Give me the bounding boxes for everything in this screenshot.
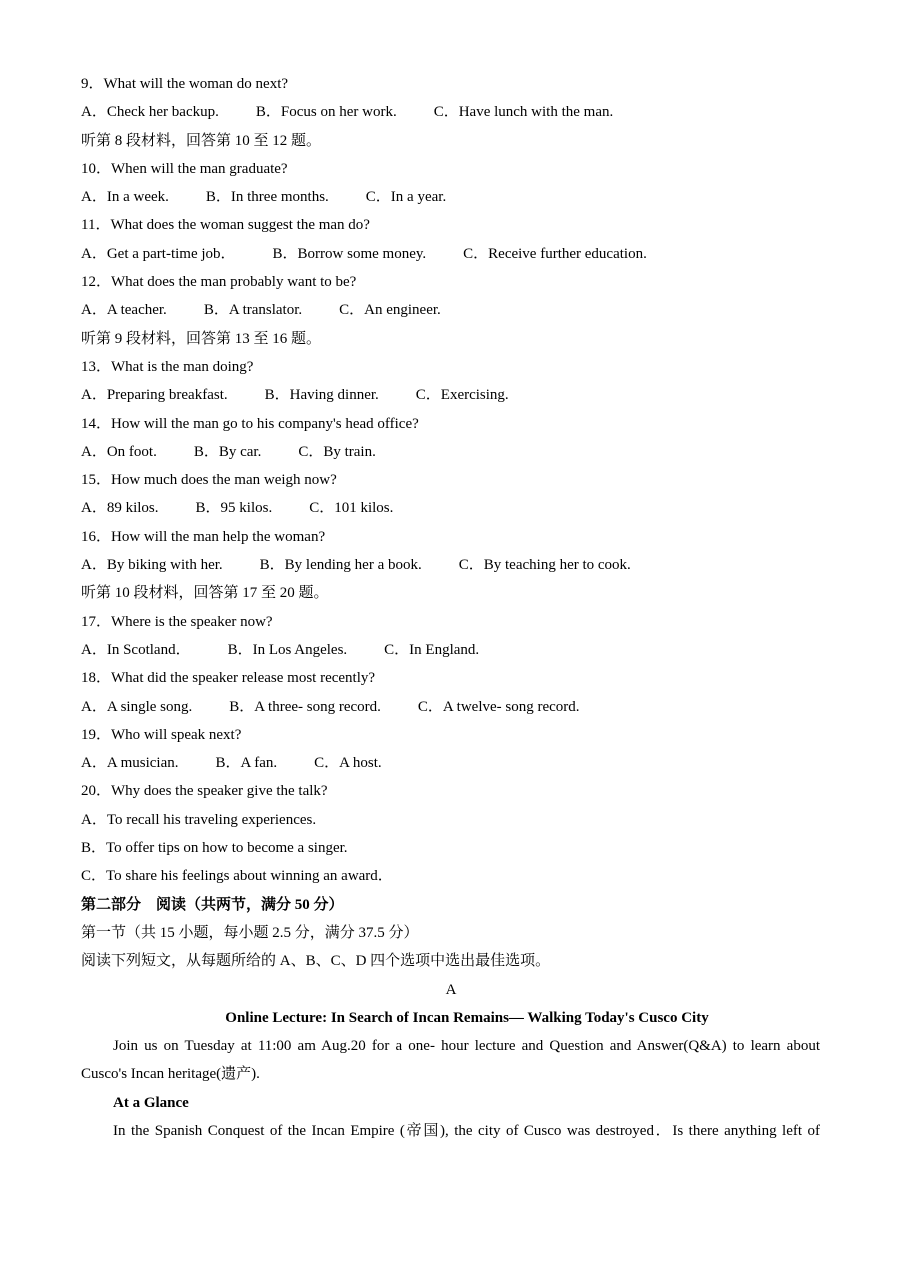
question-14-option-c: C．By train. xyxy=(298,443,376,460)
question-16-options xyxy=(81,551,821,579)
question-13-option-b: B．Having dinner. xyxy=(264,387,379,404)
passage-intro-line-1: Join us on Tuesday at 11:00 am Aug.20 for a one- hour lecture and Question and Answer(Q&A) to learn about xyxy=(113,1038,820,1055)
question-15-option-a: A．89 kilos. xyxy=(81,500,159,517)
passage-title: Online Lecture: In Search of Incan Remains— Walking Today's Cusco City xyxy=(225,1009,709,1026)
question-11-option-a: A．Get a part-time job． xyxy=(81,245,236,262)
question-12-stem: 12．What does the man probably want to be? xyxy=(81,274,357,291)
question-20-option-a: A．To recall his traveling experiences. xyxy=(81,811,317,828)
question-12-option-c: C．An engineer. xyxy=(339,302,441,319)
question-19-stem: 19．Who will speak next? xyxy=(81,726,242,743)
question-19-option-a: A．A musician. xyxy=(81,755,179,772)
question-12-option-a: A．A teacher. xyxy=(81,302,167,319)
question-13-options xyxy=(81,381,821,409)
question-15-option-c: C．101 kilos. xyxy=(309,500,394,517)
question-9-option-a: A．Check her backup. xyxy=(81,104,219,121)
question-9-option-b: B．Focus on her work. xyxy=(255,104,397,121)
question-17-stem: 17．Where is the speaker now? xyxy=(81,613,273,630)
question-12-option-b: B．A translator. xyxy=(203,302,303,319)
question-18-stem: 18．What did the speaker release most recently? xyxy=(81,670,376,687)
question-17-option-c: C．In England. xyxy=(384,641,480,658)
question-18-options xyxy=(81,693,821,721)
question-17-options xyxy=(81,636,821,664)
question-19-option-c: C．A host. xyxy=(314,755,382,772)
question-14-stem: 14．How will the man go to his company's head office? xyxy=(81,415,419,432)
reading-part-heading: 第二部分 阅读（共两节，满分 50 分） xyxy=(81,896,344,913)
question-18-option-b: B．A three- song record. xyxy=(229,698,381,715)
question-16-option-b: B．By lending her a book. xyxy=(259,557,422,574)
question-11-stem: 11．What does the woman suggest the man do? xyxy=(81,217,370,234)
question-14-option-b: B．By car. xyxy=(193,443,262,460)
question-16-stem: 16．How will the man help the woman? xyxy=(81,528,326,545)
reading-section-heading: 第一节（共 15 小题，每小题 2.5 分，满分 37.5 分） xyxy=(81,924,419,941)
passage-label: A xyxy=(445,981,457,998)
passage-subheading: At a Glance xyxy=(113,1094,189,1111)
question-16-option-c: C．By teaching her to cook. xyxy=(458,557,631,574)
question-13-option-c: C．Exercising. xyxy=(415,387,509,404)
question-9-stem: 9．What will the woman do next? xyxy=(81,76,289,92)
question-10-option-a: A．In a week. xyxy=(81,189,169,206)
question-9-options xyxy=(81,98,821,126)
question-11-option-b: B．Borrow some money. xyxy=(272,245,427,262)
question-20-stem: 20．Why does the speaker give the talk? xyxy=(81,783,328,800)
question-15-option-b: B．95 kilos. xyxy=(195,500,273,517)
question-20-option-c: C．To share his feelings about winning an award． xyxy=(81,868,393,885)
question-11-options xyxy=(81,240,821,268)
question-13-option-a: A．Preparing breakfast. xyxy=(81,387,228,404)
question-20-option-b: B．To offer tips on how to become a singer. xyxy=(81,840,348,857)
question-12-options xyxy=(81,296,821,324)
question-10-options xyxy=(81,183,821,211)
question-13-stem: 13．What is the man doing? xyxy=(81,358,254,375)
question-11-option-c: C．Receive further education. xyxy=(463,245,647,262)
question-17-option-a: A．In Scotland． xyxy=(81,641,191,658)
passage-intro-line-2: Cusco's Incan heritage(遗产). xyxy=(81,1066,260,1083)
question-10-stem: 10．When will the man graduate? xyxy=(81,160,288,177)
question-10-option-b: B．In three months. xyxy=(205,189,329,206)
section-instruction-10: 听第 10 段材料，回答第 17 至 20 题。 xyxy=(81,585,329,602)
question-17-option-b: B．In Los Angeles. xyxy=(227,641,348,658)
question-10-option-c: C．In a year. xyxy=(365,189,447,206)
question-14-option-a: A．On foot. xyxy=(81,443,157,460)
passage-body-line-1: In the Spanish Conquest of the Incan Empire (帝国), the city of Cusco was destroyed．Is there anything left of xyxy=(113,1122,820,1139)
section-instruction-9: 听第 9 段材料，回答第 13 至 16 题。 xyxy=(81,330,322,347)
question-19-options xyxy=(81,749,821,777)
question-15-options xyxy=(81,494,821,522)
question-19-option-b: B．A fan. xyxy=(215,755,278,772)
question-16-option-a: A．By biking with her. xyxy=(81,557,223,574)
question-9-option-c: C．Have lunch with the man. xyxy=(433,104,614,121)
section-instruction-8: 听第 8 段材料，回答第 10 至 12 题。 xyxy=(81,132,322,149)
exam-page xyxy=(81,70,821,1145)
reading-directions: 阅读下列短文，从每题所给的 A、B、C、D 四个选项中选出最佳选项。 xyxy=(81,953,551,970)
question-14-options xyxy=(81,438,821,466)
question-18-option-a: A．A single song. xyxy=(81,698,193,715)
question-18-option-c: C．A twelve- song record. xyxy=(417,698,580,715)
question-15-stem: 15．How much does the man weigh now? xyxy=(81,472,337,489)
